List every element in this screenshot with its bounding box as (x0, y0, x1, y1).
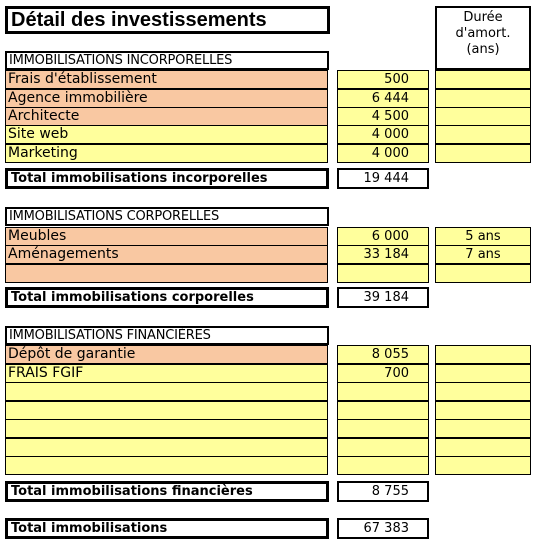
total-corporelles-value: 39 184 (337, 287, 429, 308)
label-cell[interactable] (5, 438, 328, 457)
total-financieres-value: 8 755 (337, 481, 429, 502)
amount-cell[interactable] (337, 456, 429, 475)
label-cell[interactable]: Marketing (5, 144, 328, 163)
amount-cell[interactable]: 700 (337, 364, 429, 383)
duration-cell[interactable] (435, 382, 531, 401)
duration-header-line: Durée (463, 10, 503, 25)
total-corporelles-label: Total immobilisations corporelles (5, 287, 329, 308)
duration-cell[interactable] (435, 107, 531, 126)
label-cell[interactable]: Frais d'établissement (5, 70, 328, 89)
section-header-corporelles: IMMOBILISATIONS CORPORELLES (5, 207, 329, 226)
page-title: Détail des investissements (5, 6, 330, 34)
duration-cell[interactable] (435, 419, 531, 438)
grand-total-label: Total immobilisations (5, 518, 329, 539)
label-cell[interactable]: Dépôt de garantie (5, 345, 328, 364)
amount-cell[interactable] (337, 264, 429, 283)
label-cell[interactable]: Agence immobilière (5, 89, 328, 108)
section-header-incorporelles: IMMOBILISATIONS INCORPORELLES (5, 51, 329, 70)
amount-cell[interactable]: 33 184 (337, 245, 429, 264)
total-incorporelles-label: Total immobilisations incorporelles (5, 168, 329, 189)
amount-cell[interactable]: 4 000 (337, 144, 429, 163)
duration-cell[interactable] (435, 364, 531, 383)
label-cell[interactable]: Architecte (5, 107, 328, 126)
amount-cell[interactable] (337, 401, 429, 420)
duration-cell[interactable] (435, 89, 531, 108)
label-cell[interactable]: Aménagements (5, 245, 328, 264)
label-cell[interactable]: Site web (5, 125, 328, 144)
amount-cell[interactable] (337, 419, 429, 438)
duration-cell[interactable] (435, 345, 531, 364)
label-cell[interactable] (5, 382, 328, 401)
duration-header-line: d'amort. (455, 26, 511, 41)
duration-cell[interactable] (435, 125, 531, 144)
label-cell[interactable] (5, 456, 328, 475)
duration-cell[interactable] (435, 144, 531, 163)
amount-cell[interactable] (337, 438, 429, 457)
duration-cell[interactable] (435, 456, 531, 475)
duration-cell[interactable]: 5 ans (435, 227, 531, 246)
amount-cell[interactable] (337, 382, 429, 401)
duration-cell[interactable]: 7 ans (435, 245, 531, 264)
total-financieres-label: Total immobilisations financières (5, 481, 329, 502)
amount-cell[interactable]: 500 (337, 70, 429, 89)
amount-cell[interactable]: 6 444 (337, 89, 429, 108)
label-cell[interactable]: Meubles (5, 227, 328, 246)
duration-column-header (435, 6, 531, 70)
duration-cell[interactable] (435, 438, 531, 457)
total-incorporelles-value: 19 444 (337, 168, 429, 189)
label-cell[interactable] (5, 264, 328, 283)
duration-cell[interactable] (435, 70, 531, 89)
duration-header-line: (ans) (466, 42, 500, 57)
label-cell[interactable] (5, 419, 328, 438)
section-header-financieres: IMMOBILISATIONS FINANCIÈRES (5, 326, 329, 345)
amount-cell[interactable]: 4 000 (337, 125, 429, 144)
label-cell[interactable] (5, 401, 328, 420)
amount-cell[interactable]: 6 000 (337, 227, 429, 246)
grand-total-value: 67 383 (337, 518, 429, 539)
label-cell[interactable]: FRAIS FGIF (5, 364, 328, 383)
amount-cell[interactable]: 8 055 (337, 345, 429, 364)
duration-cell[interactable] (435, 264, 531, 283)
amount-cell[interactable]: 4 500 (337, 107, 429, 126)
duration-cell[interactable] (435, 401, 531, 420)
